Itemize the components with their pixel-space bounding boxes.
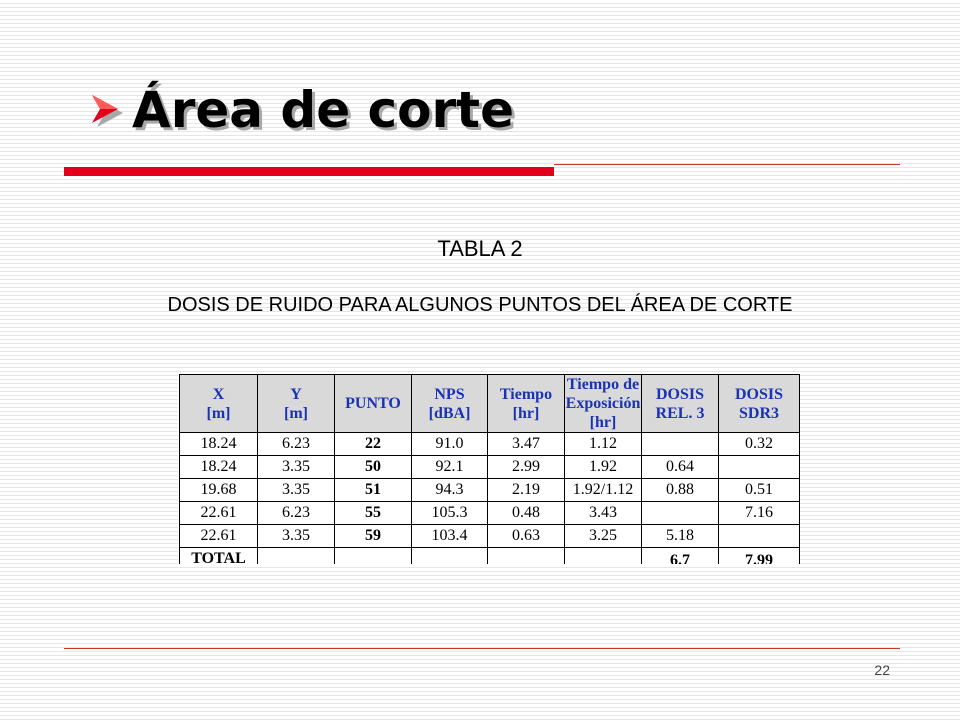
cell-y: 3.35 bbox=[258, 525, 335, 548]
footer-divider-line bbox=[64, 648, 900, 649]
cell-exposicion: 1.92/1.12 bbox=[565, 479, 642, 502]
header-nps: NPS [dBA] bbox=[412, 375, 488, 433]
cell-dosis-rel bbox=[642, 433, 719, 456]
cell-tiempo: 2.99 bbox=[488, 456, 565, 479]
header-tiempo-exposicion: Tiempo de Exposición [hr] bbox=[565, 376, 641, 431]
cell-exposicion: 3.43 bbox=[565, 502, 642, 525]
cell-tiempo: 2.19 bbox=[488, 479, 565, 502]
cell-exposicion: 1.92 bbox=[565, 456, 642, 479]
cell-tiempo: 0.48 bbox=[488, 502, 565, 525]
cell-exposicion: 3.25 bbox=[565, 525, 642, 548]
slide-title bbox=[86, 80, 514, 140]
cell-dosis-sdr: 0.51 bbox=[719, 479, 800, 502]
cell-tiempo: 3.47 bbox=[488, 433, 565, 456]
cell-dosis-sdr bbox=[719, 456, 800, 479]
cell-empty bbox=[565, 548, 642, 565]
header-y: Y [m] bbox=[258, 375, 335, 433]
header-dosis-sdr: DOSIS SDR3 bbox=[719, 375, 800, 433]
table-row bbox=[180, 479, 800, 502]
cell-punto: 22 bbox=[335, 433, 412, 456]
title-underline-bar bbox=[64, 167, 554, 176]
cell-empty bbox=[258, 548, 335, 565]
cell-nps: 91.0 bbox=[412, 433, 488, 456]
cell-y: 6.23 bbox=[258, 502, 335, 525]
total-label: TOTAL bbox=[180, 548, 258, 565]
cell-dosis-rel bbox=[642, 502, 719, 525]
cell-y: 6.23 bbox=[258, 433, 335, 456]
cell-punto: 50 bbox=[335, 456, 412, 479]
cell-tiempo: 0.63 bbox=[488, 525, 565, 548]
cell-exposicion: 1.12 bbox=[565, 433, 642, 456]
cell-nps: 94.3 bbox=[412, 479, 488, 502]
cell-nps: 103.4 bbox=[412, 525, 488, 548]
cell-y: 3.35 bbox=[258, 479, 335, 502]
cell-nps: 92.1 bbox=[412, 456, 488, 479]
header-dosis-rel: DOSIS REL. 3 bbox=[642, 375, 719, 433]
cell-dosis-sdr: 0.32 bbox=[719, 433, 800, 456]
cell-empty bbox=[335, 548, 412, 565]
cell-nps: 105.3 bbox=[412, 502, 488, 525]
cell-x: 18.24 bbox=[180, 433, 258, 456]
page-number: 22 bbox=[874, 662, 890, 678]
table-label: TABLA 2 bbox=[437, 236, 523, 261]
cell-dosis-rel: 5.18 bbox=[642, 525, 719, 548]
cell-dosis-sdr: 7.16 bbox=[719, 502, 800, 525]
cell-empty bbox=[412, 548, 488, 565]
cell-y: 3.35 bbox=[258, 456, 335, 479]
title-divider-line bbox=[554, 164, 900, 165]
noise-dose-table-frame bbox=[178, 372, 800, 564]
table-row bbox=[180, 456, 800, 479]
cell-x: 18.24 bbox=[180, 456, 258, 479]
slide-title-text: Área de corte bbox=[132, 81, 514, 139]
cell-punto: 51 bbox=[335, 479, 412, 502]
cell-punto: 59 bbox=[335, 525, 412, 548]
table-row bbox=[180, 525, 800, 548]
header-tiempo: Tiempo [hr] bbox=[488, 375, 565, 433]
cell-x: 22.61 bbox=[180, 502, 258, 525]
cell-x: 19.68 bbox=[180, 479, 258, 502]
total-dosis-rel: 6.7 bbox=[642, 548, 719, 565]
cell-dosis-sdr bbox=[719, 525, 800, 548]
header-punto: PUNTO bbox=[335, 375, 412, 433]
cell-x: 22.61 bbox=[180, 525, 258, 548]
table-row bbox=[180, 433, 800, 456]
noise-dose-table bbox=[179, 374, 800, 564]
table-description: DOSIS DE RUIDO PARA ALGUNOS PUNTOS DEL ÁREA DE CORTE bbox=[167, 294, 793, 316]
table-row bbox=[180, 502, 800, 525]
arrow-bullet-icon bbox=[86, 90, 126, 130]
cell-dosis-rel: 0.64 bbox=[642, 456, 719, 479]
cell-dosis-rel: 0.88 bbox=[642, 479, 719, 502]
table-header-row bbox=[180, 375, 800, 433]
table-total-row bbox=[180, 548, 800, 565]
cell-empty bbox=[488, 548, 565, 565]
cell-punto: 55 bbox=[335, 502, 412, 525]
total-dosis-sdr: 7.99 bbox=[719, 548, 800, 565]
header-x: X [m] bbox=[180, 375, 258, 433]
